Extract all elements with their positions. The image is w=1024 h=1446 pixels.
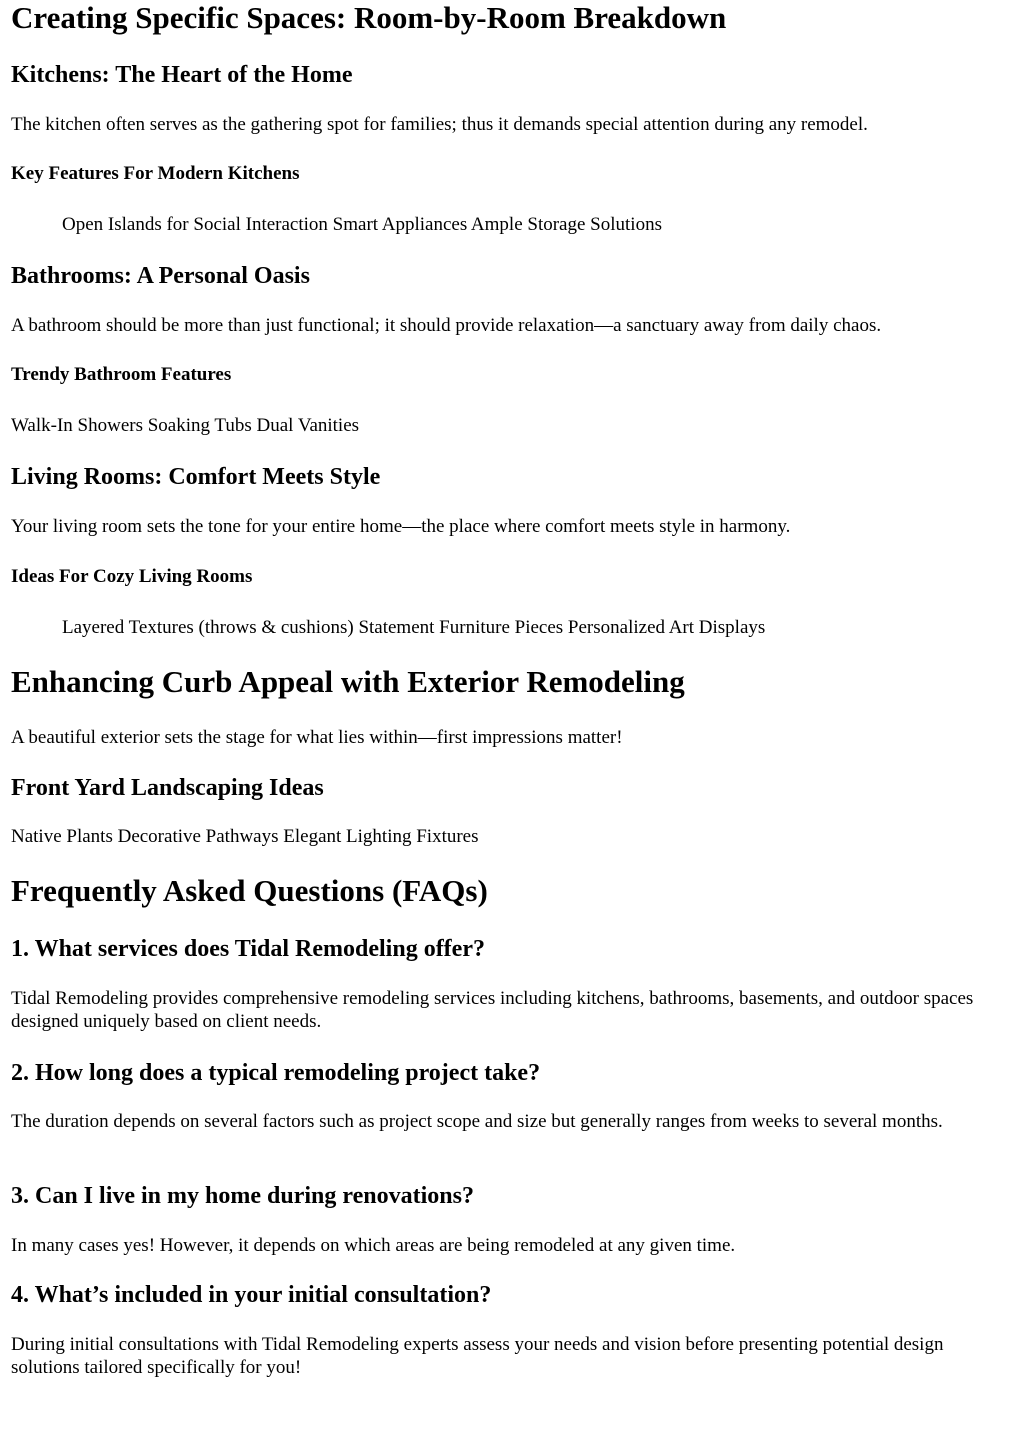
exterior-heading: Enhancing Curb Appeal with Exterior Remodeling [11, 664, 685, 699]
kitchens-intro: The kitchen often serves as the gathering spot for families; thus it demands special attention during any remodel. [11, 114, 868, 135]
faq-question-4: 4. What’s included in your initial consultation? [11, 1282, 492, 1308]
living-intro: Your living room sets the tone for your entire home—the place where comfort meets style in harmony. [11, 516, 791, 537]
living-heading: Living Rooms: Comfort Meets Style [11, 464, 381, 490]
kitchens-features: Open Islands for Social Interaction Smart Appliances Ample Storage Solutions [62, 214, 662, 235]
faq-heading: Frequently Asked Questions (FAQs) [11, 873, 488, 908]
bathrooms-heading: Bathrooms: A Personal Oasis [11, 263, 310, 289]
faq-answer-1: Tidal Remodeling provides comprehensive remodeling services including kitchens, bathrooms, basements, and outdoor spaces designed uniquely based on client needs. [11, 988, 974, 1032]
faq-question-1: 1. What services does Tidal Remodeling offer? [11, 936, 485, 962]
living-ideas: Layered Textures (throws & cushions) Statement Furniture Pieces Personalized Art Displays [62, 617, 766, 638]
bathrooms-features-heading: Trendy Bathroom Features [11, 364, 232, 385]
faq-answer-2: The duration depends on several factors such as project scope and size but generally ranges from weeks to several months. [11, 1111, 943, 1132]
faq-question-2: 2. How long does a typical remodeling project take? [11, 1060, 541, 1086]
faq-answer-3: In many cases yes! However, it depends on which areas are being remodeled at any given time. [11, 1235, 736, 1256]
faq-question-3: 3. Can I live in my home during renovations? [11, 1183, 474, 1209]
bathrooms-features: Walk-In Showers Soaking Tubs Dual Vanities [11, 415, 360, 436]
kitchens-heading: Kitchens: The Heart of the Home [11, 62, 353, 88]
living-ideas-heading: Ideas For Cozy Living Rooms [11, 566, 253, 587]
faq-answer-4: During initial consultations with Tidal Remodeling experts assess your needs and vision before presenting potential design solutions tailored specifically for you! [11, 1334, 944, 1378]
rooms-heading: Creating Specific Spaces: Room-by-Room Breakdown [11, 0, 727, 35]
kitchens-features-heading: Key Features For Modern Kitchens [11, 163, 300, 184]
landscaping-ideas: Native Plants Decorative Pathways Elegant Lighting Fixtures [11, 826, 479, 847]
exterior-intro: A beautiful exterior sets the stage for what lies within—first impressions matter! [11, 727, 623, 748]
landscaping-heading: Front Yard Landscaping Ideas [11, 775, 324, 801]
bathrooms-intro: A bathroom should be more than just functional; it should provide relaxation—a sanctuary away from daily chaos. [11, 315, 882, 336]
